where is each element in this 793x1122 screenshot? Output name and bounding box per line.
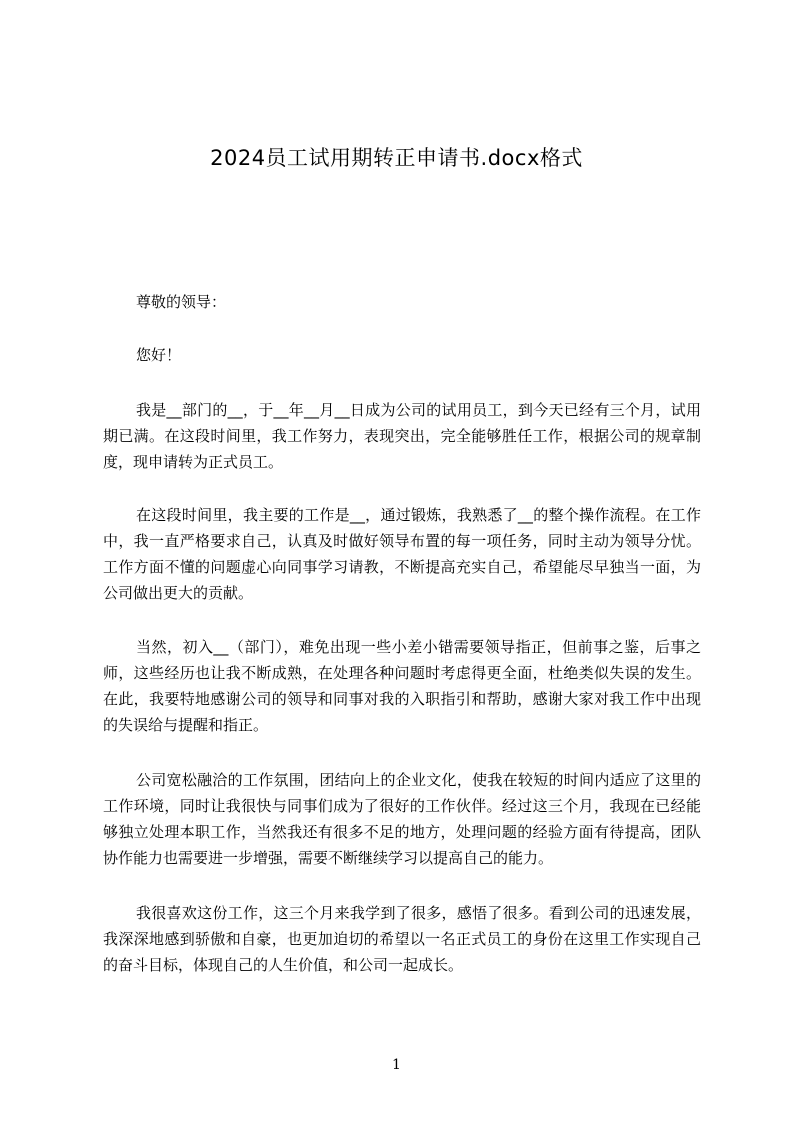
paragraph-2: 在这段时间里，我主要的工作是__，通过锻炼，我熟悉了__的整个操作流程。在工作中，我一直严格要求自己，认真及时做好领导布置的每一项任务，同时主动为领导分忧。工作方面不懂的问题虚心向同事学习请教，不断提高充实自己，希望能尽早独当一面，为公司做出更大的贡献。 — [103, 506, 701, 602]
greeting-line: 尊敬的领导： — [136, 293, 227, 311]
document-title: 2024员工试用期转正申请书.docx格式 — [210, 146, 583, 170]
salutation-line: 您好！ — [136, 346, 182, 364]
paragraph-4: 公司宽松融洽的工作氛围，团结向上的企业文化，使我在较短的时间内适应了这里的工作环境，同时让我很快与同事们成为了很好的工作伙伴。经过这三个月，我现在已经能够独立处理本职工作，当然我还有很多不足的地方，处理问题的经验方面有待提高，团队协作能力也需要进一步增强，需要不断继续学习以提高自己的能力。 — [103, 771, 701, 867]
page-number: 1 — [392, 1057, 401, 1073]
paragraph-1: 我是__部门的__，于__年__月__日成为公司的试用员工，到今天已经有三个月，试用期已满。在这段时间里，我工作努力，表现突出，完全能够胜任工作，根据公司的规章制度，现申请转为正式员工。 — [103, 401, 701, 471]
paragraph-5: 我很喜欢这份工作，这三个月来我学到了很多，感悟了很多。看到公司的迅速发展，我深深地感到骄傲和自豪，也更加迫切的希望以一名正式员工的身份在这里工作实现自己的奋斗目标，体现自己的人生价值，和公司一起成长。 — [103, 904, 701, 974]
paragraph-3: 当然，初入__（部门），难免出现一些小差小错需要领导指正，但前事之鉴，后事之师，这些经历也让我不断成熟，在处理各种问题时考虑得更全面，杜绝类似失误的发生。在此，我要特地感谢公司的领导和同事对我的入职指引和帮助，感谢大家对我工作中出现的失误给与提醒和指正。 — [103, 638, 701, 734]
